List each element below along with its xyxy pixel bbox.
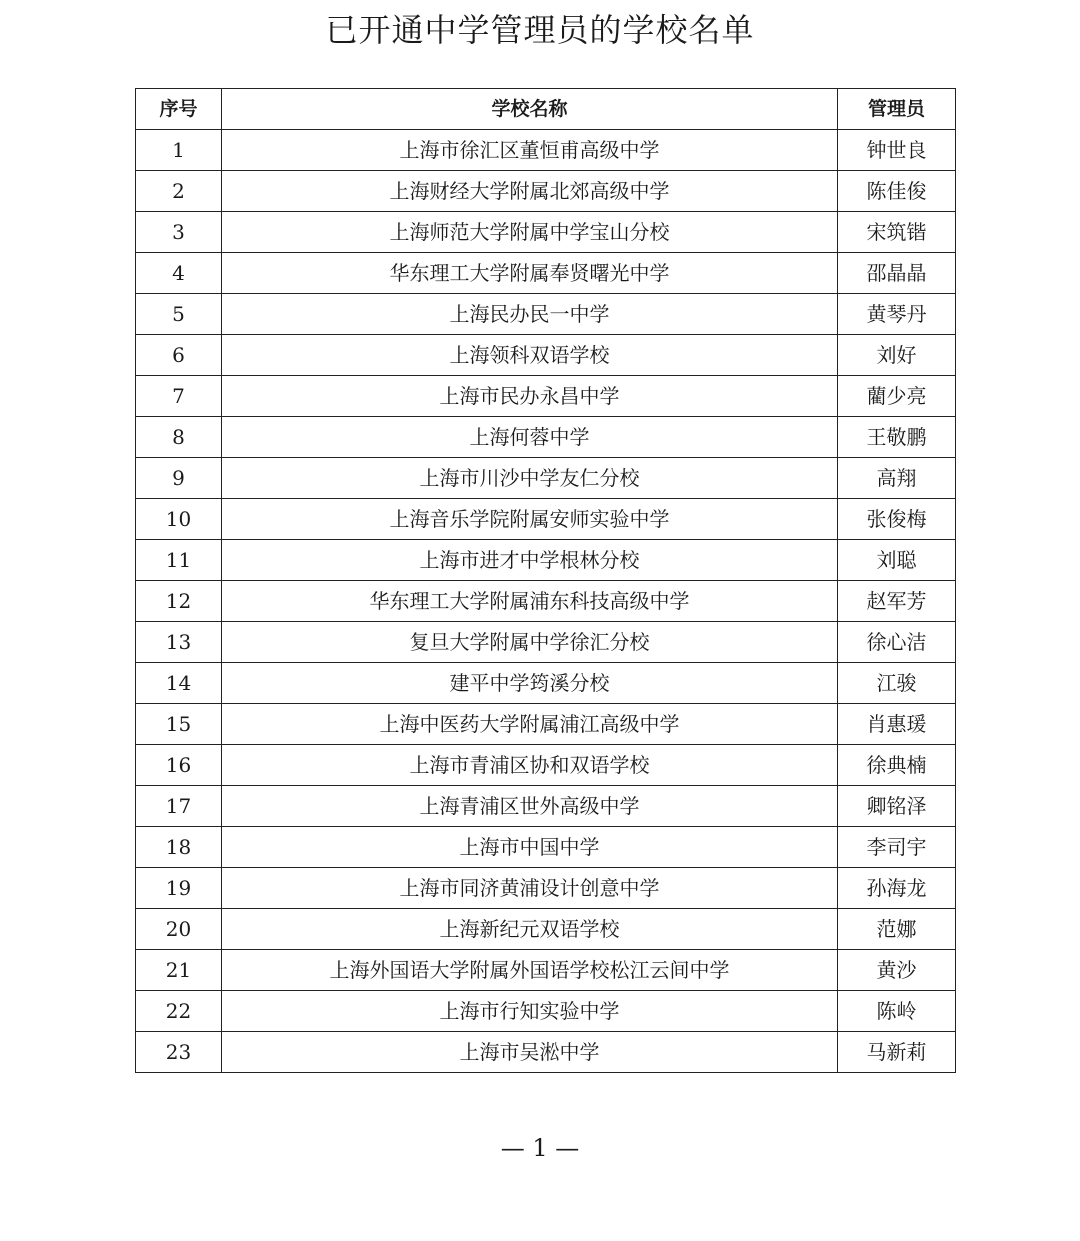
table-row bbox=[136, 786, 956, 827]
school-table bbox=[135, 88, 956, 1073]
school-name-cell: 上海音乐学院附属安师实验中学 bbox=[222, 499, 838, 540]
row-number-cell: 2 bbox=[136, 171, 222, 212]
school-name-cell: 上海市进才中学根林分校 bbox=[222, 540, 838, 581]
row-number-cell: 17 bbox=[136, 786, 222, 827]
table-row bbox=[136, 868, 956, 909]
school-name-cell: 上海外国语大学附属外国语学校松江云间中学 bbox=[222, 950, 838, 991]
school-name-cell: 上海中医药大学附属浦江高级中学 bbox=[222, 704, 838, 745]
admin-name-cell: 陈佳俊 bbox=[838, 171, 956, 212]
table-row bbox=[136, 253, 956, 294]
school-name-cell: 上海市徐汇区董恒甫高级中学 bbox=[222, 130, 838, 171]
row-number-cell: 23 bbox=[136, 1032, 222, 1073]
admin-name-cell: 宋筑锴 bbox=[838, 212, 956, 253]
admin-name-cell: 刘好 bbox=[838, 335, 956, 376]
header-admin: 管理员 bbox=[838, 89, 956, 130]
admin-name-cell: 王敬鹏 bbox=[838, 417, 956, 458]
row-number-cell: 8 bbox=[136, 417, 222, 458]
school-name-cell: 上海何蓉中学 bbox=[222, 417, 838, 458]
school-name-cell: 上海市青浦区协和双语学校 bbox=[222, 745, 838, 786]
school-name-cell: 华东理工大学附属浦东科技高级中学 bbox=[222, 581, 838, 622]
school-name-cell: 上海市民办永昌中学 bbox=[222, 376, 838, 417]
row-number-cell: 20 bbox=[136, 909, 222, 950]
row-number-cell: 6 bbox=[136, 335, 222, 376]
admin-name-cell: 江骏 bbox=[838, 663, 956, 704]
table-row bbox=[136, 376, 956, 417]
table-header-row bbox=[136, 89, 956, 130]
school-name-cell: 上海财经大学附属北郊高级中学 bbox=[222, 171, 838, 212]
table-row bbox=[136, 991, 956, 1032]
row-number-cell: 18 bbox=[136, 827, 222, 868]
admin-name-cell: 赵军芳 bbox=[838, 581, 956, 622]
admin-name-cell: 卿铭泽 bbox=[838, 786, 956, 827]
admin-name-cell: 徐典楠 bbox=[838, 745, 956, 786]
school-name-cell: 上海市川沙中学友仁分校 bbox=[222, 458, 838, 499]
table-row bbox=[136, 458, 956, 499]
school-name-cell: 上海市吴淞中学 bbox=[222, 1032, 838, 1073]
school-name-cell: 华东理工大学附属奉贤曙光中学 bbox=[222, 253, 838, 294]
table-row bbox=[136, 212, 956, 253]
row-number-cell: 11 bbox=[136, 540, 222, 581]
admin-name-cell: 马新莉 bbox=[838, 1032, 956, 1073]
row-number-cell: 3 bbox=[136, 212, 222, 253]
admin-name-cell: 肖惠瑗 bbox=[838, 704, 956, 745]
table-row bbox=[136, 1032, 956, 1073]
table-row bbox=[136, 581, 956, 622]
school-name-cell: 上海新纪元双语学校 bbox=[222, 909, 838, 950]
row-number-cell: 14 bbox=[136, 663, 222, 704]
table-row bbox=[136, 540, 956, 581]
row-number-cell: 13 bbox=[136, 622, 222, 663]
table-row bbox=[136, 335, 956, 376]
admin-name-cell: 钟世良 bbox=[838, 130, 956, 171]
school-name-cell: 上海市中国中学 bbox=[222, 827, 838, 868]
table-row bbox=[136, 663, 956, 704]
row-number-cell: 4 bbox=[136, 253, 222, 294]
header-school-name: 学校名称 bbox=[222, 89, 838, 130]
table-row bbox=[136, 417, 956, 458]
table-row bbox=[136, 827, 956, 868]
row-number-cell: 5 bbox=[136, 294, 222, 335]
school-name-cell: 上海市行知实验中学 bbox=[222, 991, 838, 1032]
row-number-cell: 1 bbox=[136, 130, 222, 171]
admin-name-cell: 张俊梅 bbox=[838, 499, 956, 540]
school-name-cell: 复旦大学附属中学徐汇分校 bbox=[222, 622, 838, 663]
row-number-cell: 21 bbox=[136, 950, 222, 991]
admin-name-cell: 李司宇 bbox=[838, 827, 956, 868]
page-title: 已开通中学管理员的学校名单 bbox=[325, 11, 755, 49]
admin-name-cell: 孙海龙 bbox=[838, 868, 956, 909]
table-row bbox=[136, 909, 956, 950]
table-row bbox=[136, 171, 956, 212]
table-row bbox=[136, 499, 956, 540]
school-name-cell: 上海师范大学附属中学宝山分校 bbox=[222, 212, 838, 253]
row-number-cell: 16 bbox=[136, 745, 222, 786]
admin-name-cell: 陈岭 bbox=[838, 991, 956, 1032]
row-number-cell: 10 bbox=[136, 499, 222, 540]
admin-name-cell: 高翔 bbox=[838, 458, 956, 499]
admin-name-cell: 黄琴丹 bbox=[838, 294, 956, 335]
row-number-cell: 22 bbox=[136, 991, 222, 1032]
row-number-cell: 15 bbox=[136, 704, 222, 745]
row-number-cell: 12 bbox=[136, 581, 222, 622]
school-name-cell: 上海领科双语学校 bbox=[222, 335, 838, 376]
header-no: 序号 bbox=[136, 89, 222, 130]
admin-name-cell: 藺少亮 bbox=[838, 376, 956, 417]
table-row bbox=[136, 745, 956, 786]
school-name-cell: 上海民办民一中学 bbox=[222, 294, 838, 335]
admin-name-cell: 范娜 bbox=[838, 909, 956, 950]
table-row bbox=[136, 950, 956, 991]
table-row bbox=[136, 294, 956, 335]
school-name-cell: 上海市同济黄浦设计创意中学 bbox=[222, 868, 838, 909]
table-row bbox=[136, 622, 956, 663]
row-number-cell: 19 bbox=[136, 868, 222, 909]
table-row bbox=[136, 130, 956, 171]
row-number-cell: 7 bbox=[136, 376, 222, 417]
page-number: — 1 — bbox=[500, 1134, 580, 1162]
admin-name-cell: 黄沙 bbox=[838, 950, 956, 991]
admin-name-cell: 刘聪 bbox=[838, 540, 956, 581]
table-body bbox=[136, 130, 956, 1073]
admin-name-cell: 邵晶晶 bbox=[838, 253, 956, 294]
school-name-cell: 建平中学筠溪分校 bbox=[222, 663, 838, 704]
school-name-cell: 上海青浦区世外高级中学 bbox=[222, 786, 838, 827]
row-number-cell: 9 bbox=[136, 458, 222, 499]
table-row bbox=[136, 704, 956, 745]
admin-name-cell: 徐心洁 bbox=[838, 622, 956, 663]
